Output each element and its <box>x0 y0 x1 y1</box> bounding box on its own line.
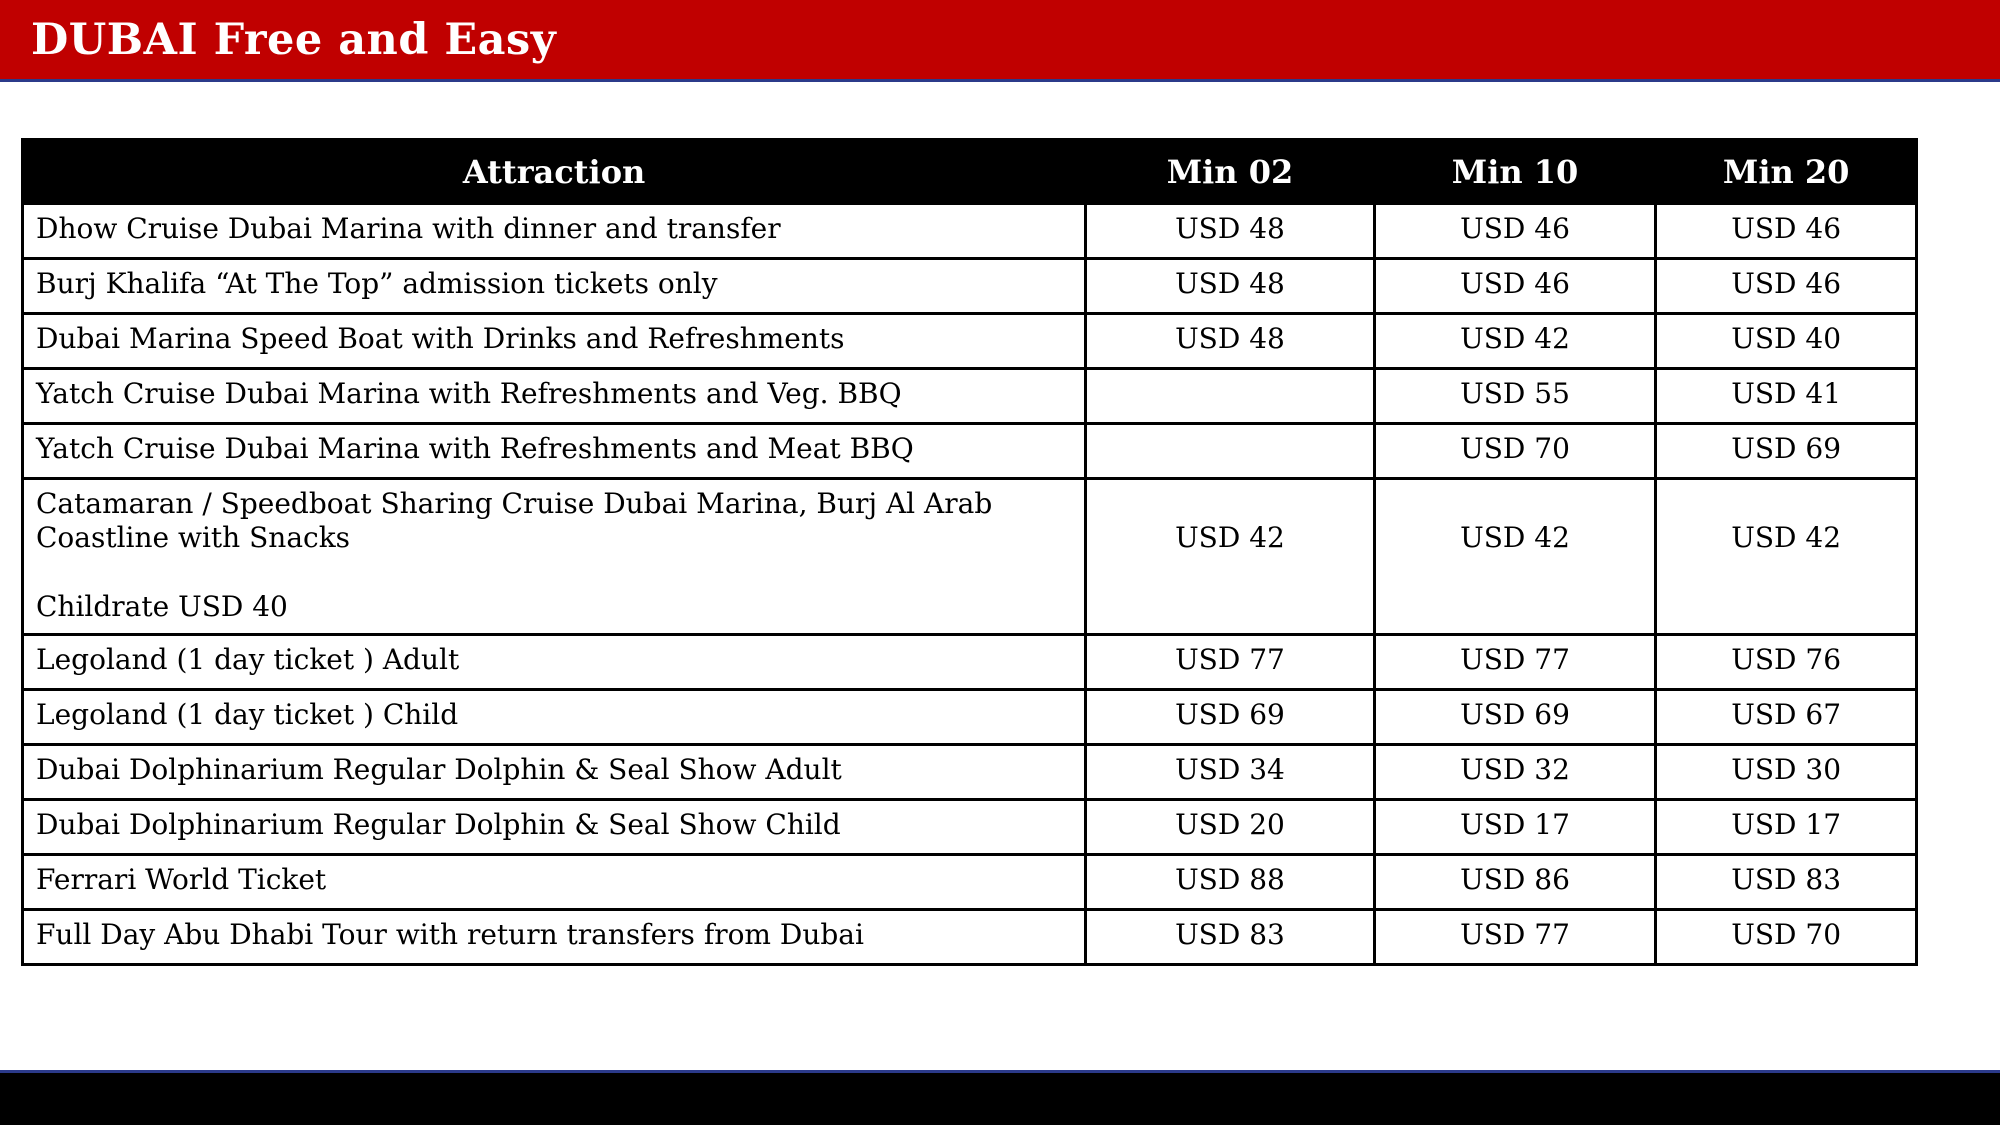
footer-bar <box>0 1070 2000 1125</box>
price-min-10: USD 69 <box>1374 690 1656 745</box>
attraction-name: Legoland (1 day ticket ) Adult <box>23 635 1086 690</box>
column-header-min-10: Min 10 <box>1374 140 1656 204</box>
table-row <box>23 690 1917 745</box>
price-min-10: USD 86 <box>1374 855 1656 910</box>
price-min-02: USD 48 <box>1086 259 1375 314</box>
price-min-02 <box>1086 424 1375 479</box>
attraction-name-line-1: Catamaran / Speedboat Sharing Cruise Dubai Marina, Burj Al Arab <box>36 487 993 520</box>
table-row <box>23 369 1917 424</box>
attraction-name: Dubai Marina Speed Boat with Drinks and Refreshments <box>23 314 1086 369</box>
price-min-02 <box>1086 369 1375 424</box>
attraction-name-line-2: Coastline with Snacks <box>36 521 351 554</box>
table-row <box>23 910 1917 965</box>
price-min-10: USD 32 <box>1374 745 1656 800</box>
table-row <box>23 745 1917 800</box>
price-min-10: USD 77 <box>1374 910 1656 965</box>
price-min-10: USD 55 <box>1374 369 1656 424</box>
column-header-min-02: Min 02 <box>1086 140 1375 204</box>
price-min-20: USD 46 <box>1656 204 1917 259</box>
price-min-20: USD 40 <box>1656 314 1917 369</box>
price-min-20: USD 30 <box>1656 745 1917 800</box>
price-min-20: USD 46 <box>1656 259 1917 314</box>
table-row <box>23 855 1917 910</box>
attraction-name: Dubai Dolphinarium Regular Dolphin & Seal Show Child <box>23 800 1086 855</box>
price-min-20: USD 83 <box>1656 855 1917 910</box>
price-min-02: USD 48 <box>1086 314 1375 369</box>
price-min-02: USD 42 <box>1086 479 1375 635</box>
title-banner <box>0 0 2000 82</box>
attraction-name: Yatch Cruise Dubai Marina with Refreshments and Veg. BBQ <box>23 369 1086 424</box>
attraction-name: Full Day Abu Dhabi Tour with return transfers from Dubai <box>23 910 1086 965</box>
price-min-10: USD 70 <box>1374 424 1656 479</box>
price-min-20: USD 17 <box>1656 800 1917 855</box>
price-min-20: USD 76 <box>1656 635 1917 690</box>
price-min-20: USD 67 <box>1656 690 1917 745</box>
price-min-02: USD 34 <box>1086 745 1375 800</box>
price-min-10: USD 46 <box>1374 259 1656 314</box>
table-row <box>23 479 1917 635</box>
price-min-02: USD 69 <box>1086 690 1375 745</box>
price-min-20: USD 69 <box>1656 424 1917 479</box>
price-min-02: USD 88 <box>1086 855 1375 910</box>
price-min-10: USD 77 <box>1374 635 1656 690</box>
table-header-row <box>23 140 1917 204</box>
attraction-name: Dubai Dolphinarium Regular Dolphin & Seal Show Adult <box>23 745 1086 800</box>
price-min-02: USD 83 <box>1086 910 1375 965</box>
attractions-price-table <box>21 138 1918 966</box>
price-min-02: USD 48 <box>1086 204 1375 259</box>
table-row <box>23 259 1917 314</box>
price-min-20: USD 42 <box>1656 479 1917 635</box>
price-min-10: USD 42 <box>1374 479 1656 635</box>
price-min-10: USD 17 <box>1374 800 1656 855</box>
price-min-10: USD 42 <box>1374 314 1656 369</box>
price-min-20: USD 70 <box>1656 910 1917 965</box>
table-row <box>23 314 1917 369</box>
attraction-name <box>23 479 1086 635</box>
column-header-min-20: Min 20 <box>1656 140 1917 204</box>
table-row <box>23 800 1917 855</box>
attraction-name: Legoland (1 day ticket ) Child <box>23 690 1086 745</box>
column-header-attraction: Attraction <box>23 140 1086 204</box>
price-min-10: USD 46 <box>1374 204 1656 259</box>
attraction-name: Yatch Cruise Dubai Marina with Refreshments and Meat BBQ <box>23 424 1086 479</box>
price-min-02: USD 20 <box>1086 800 1375 855</box>
table-row <box>23 635 1917 690</box>
table-row <box>23 204 1917 259</box>
page-title: DUBAI Free and Easy <box>31 15 557 65</box>
child-rate-note: Childrate USD 40 <box>36 590 288 623</box>
price-min-02: USD 77 <box>1086 635 1375 690</box>
table-row <box>23 424 1917 479</box>
attraction-name: Dhow Cruise Dubai Marina with dinner and transfer <box>23 204 1086 259</box>
attraction-name: Ferrari World Ticket <box>23 855 1086 910</box>
price-min-20: USD 41 <box>1656 369 1917 424</box>
attraction-name: Burj Khalifa “At The Top” admission tickets only <box>23 259 1086 314</box>
